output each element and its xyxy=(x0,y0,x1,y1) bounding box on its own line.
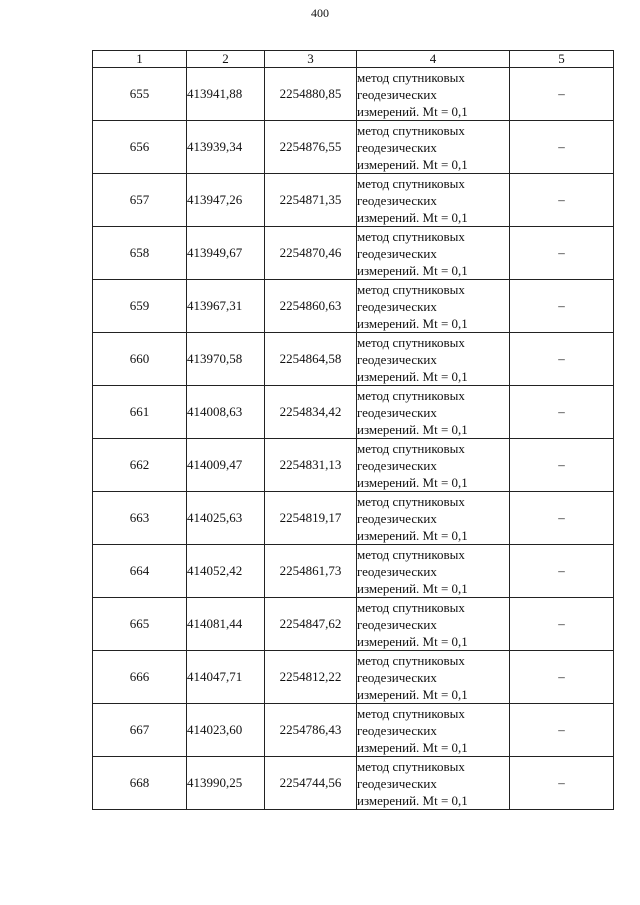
method-cell xyxy=(357,439,510,492)
note-cell: – xyxy=(510,121,614,174)
table-row xyxy=(93,439,614,492)
x-coordinate-cell: 414008,63 xyxy=(187,386,265,439)
method-line: геодезических xyxy=(357,245,437,261)
method-line: метод спутниковых xyxy=(357,228,465,244)
method-cell xyxy=(357,492,510,545)
y-coordinate-cell: 2254847,62 xyxy=(265,598,357,651)
method-cell xyxy=(357,121,510,174)
method-cell xyxy=(357,68,510,121)
method-line: геодезических xyxy=(357,192,437,208)
table-row xyxy=(93,386,614,439)
x-coordinate-cell: 414052,42 xyxy=(187,545,265,598)
note-cell: – xyxy=(510,439,614,492)
method-line: измерений. Mt = 0,1 xyxy=(357,580,468,596)
y-coordinate-cell: 2254860,63 xyxy=(265,280,357,333)
y-coordinate-cell: 2254864,58 xyxy=(265,333,357,386)
point-number-cell: 666 xyxy=(93,651,187,704)
method-line: геодезических xyxy=(357,669,437,685)
method-cell xyxy=(357,757,510,810)
header-row xyxy=(93,51,614,68)
method-line: геодезических xyxy=(357,457,437,473)
method-line: измерений. Mt = 0,1 xyxy=(357,739,468,755)
y-coordinate-cell: 2254876,55 xyxy=(265,121,357,174)
point-number-cell: 662 xyxy=(93,439,187,492)
note-cell: – xyxy=(510,386,614,439)
point-number-cell: 657 xyxy=(93,174,187,227)
method-line: геодезических xyxy=(357,139,437,155)
method-line: метод спутниковых xyxy=(357,705,465,721)
x-coordinate-cell: 414023,60 xyxy=(187,704,265,757)
method-cell xyxy=(357,704,510,757)
y-coordinate-cell: 2254744,56 xyxy=(265,757,357,810)
table-row xyxy=(93,280,614,333)
method-line: измерений. Mt = 0,1 xyxy=(357,156,468,172)
note-cell: – xyxy=(510,545,614,598)
note-cell: – xyxy=(510,651,614,704)
header-cell-1: 1 xyxy=(93,51,187,68)
table-row xyxy=(93,545,614,598)
table-body xyxy=(93,68,614,810)
table-row xyxy=(93,174,614,227)
table-row xyxy=(93,68,614,121)
method-line: измерений. Mt = 0,1 xyxy=(357,792,468,808)
method-line: измерений. Mt = 0,1 xyxy=(357,315,468,331)
method-line: измерений. Mt = 0,1 xyxy=(357,103,468,119)
method-line: метод спутниковых xyxy=(357,122,465,138)
x-coordinate-cell: 414009,47 xyxy=(187,439,265,492)
method-line: измерений. Mt = 0,1 xyxy=(357,368,468,384)
method-cell xyxy=(357,227,510,280)
y-coordinate-cell: 2254812,22 xyxy=(265,651,357,704)
point-number-cell: 659 xyxy=(93,280,187,333)
table-row xyxy=(93,333,614,386)
method-line: метод спутниковых xyxy=(357,546,465,562)
x-coordinate-cell: 413947,26 xyxy=(187,174,265,227)
method-line: геодезических xyxy=(357,404,437,420)
y-coordinate-cell: 2254831,13 xyxy=(265,439,357,492)
note-cell: – xyxy=(510,598,614,651)
x-coordinate-cell: 414025,63 xyxy=(187,492,265,545)
x-coordinate-cell: 413970,58 xyxy=(187,333,265,386)
method-line: измерений. Mt = 0,1 xyxy=(357,474,468,490)
point-number-cell: 668 xyxy=(93,757,187,810)
method-line: геодезических xyxy=(357,775,437,791)
point-number-cell: 661 xyxy=(93,386,187,439)
table-row xyxy=(93,121,614,174)
point-number-cell: 660 xyxy=(93,333,187,386)
method-line: измерений. Mt = 0,1 xyxy=(357,686,468,702)
x-coordinate-cell: 413949,67 xyxy=(187,227,265,280)
note-cell: – xyxy=(510,492,614,545)
method-line: метод спутниковых xyxy=(357,599,465,615)
table-row xyxy=(93,704,614,757)
point-number-cell: 658 xyxy=(93,227,187,280)
method-line: измерений. Mt = 0,1 xyxy=(357,633,468,649)
method-cell xyxy=(357,545,510,598)
table-row xyxy=(93,598,614,651)
method-line: измерений. Mt = 0,1 xyxy=(357,262,468,278)
note-cell: – xyxy=(510,227,614,280)
method-line: геодезических xyxy=(357,616,437,632)
y-coordinate-cell: 2254870,46 xyxy=(265,227,357,280)
method-line: метод спутниковых xyxy=(357,652,465,668)
note-cell: – xyxy=(510,68,614,121)
method-line: метод спутниковых xyxy=(357,493,465,509)
y-coordinate-cell: 2254834,42 xyxy=(265,386,357,439)
table-row xyxy=(93,227,614,280)
page-number: 400 xyxy=(311,6,329,20)
method-cell xyxy=(357,333,510,386)
method-line: измерений. Mt = 0,1 xyxy=(357,421,468,437)
x-coordinate-cell: 413967,31 xyxy=(187,280,265,333)
y-coordinate-cell: 2254861,73 xyxy=(265,545,357,598)
method-line: измерений. Mt = 0,1 xyxy=(357,209,468,225)
table-row xyxy=(93,492,614,545)
note-cell: – xyxy=(510,704,614,757)
y-coordinate-cell: 2254819,17 xyxy=(265,492,357,545)
point-number-cell: 655 xyxy=(93,68,187,121)
point-number-cell: 656 xyxy=(93,121,187,174)
method-line: метод спутниковых xyxy=(357,387,465,403)
table-row xyxy=(93,757,614,810)
method-line: метод спутниковых xyxy=(357,440,465,456)
method-cell xyxy=(357,386,510,439)
method-line: измерений. Mt = 0,1 xyxy=(357,527,468,543)
method-line: метод спутниковых xyxy=(357,175,465,191)
method-line: метод спутниковых xyxy=(357,69,465,85)
method-cell xyxy=(357,280,510,333)
method-cell xyxy=(357,598,510,651)
point-number-cell: 667 xyxy=(93,704,187,757)
coordinates-table xyxy=(92,50,614,810)
y-coordinate-cell: 2254871,35 xyxy=(265,174,357,227)
y-coordinate-cell: 2254786,43 xyxy=(265,704,357,757)
x-coordinate-cell: 413941,88 xyxy=(187,68,265,121)
x-coordinate-cell: 414047,71 xyxy=(187,651,265,704)
method-line: геодезических xyxy=(357,510,437,526)
table-row xyxy=(93,651,614,704)
method-line: метод спутниковых xyxy=(357,334,465,350)
method-line: метод спутниковых xyxy=(357,281,465,297)
note-cell: – xyxy=(510,174,614,227)
method-line: геодезических xyxy=(357,563,437,579)
method-cell xyxy=(357,174,510,227)
method-line: геодезических xyxy=(357,722,437,738)
header-cell-2: 2 xyxy=(187,51,265,68)
x-coordinate-cell: 414081,44 xyxy=(187,598,265,651)
method-cell xyxy=(357,651,510,704)
point-number-cell: 664 xyxy=(93,545,187,598)
note-cell: – xyxy=(510,333,614,386)
method-line: геодезических xyxy=(357,86,437,102)
note-cell: – xyxy=(510,280,614,333)
header-cell-3: 3 xyxy=(265,51,357,68)
header-cell-5: 5 xyxy=(510,51,614,68)
method-line: геодезических xyxy=(357,351,437,367)
x-coordinate-cell: 413939,34 xyxy=(187,121,265,174)
x-coordinate-cell: 413990,25 xyxy=(187,757,265,810)
point-number-cell: 663 xyxy=(93,492,187,545)
header-cell-4: 4 xyxy=(357,51,510,68)
method-line: метод спутниковых xyxy=(357,758,465,774)
point-number-cell: 665 xyxy=(93,598,187,651)
y-coordinate-cell: 2254880,85 xyxy=(265,68,357,121)
method-line: геодезических xyxy=(357,298,437,314)
note-cell: – xyxy=(510,757,614,810)
